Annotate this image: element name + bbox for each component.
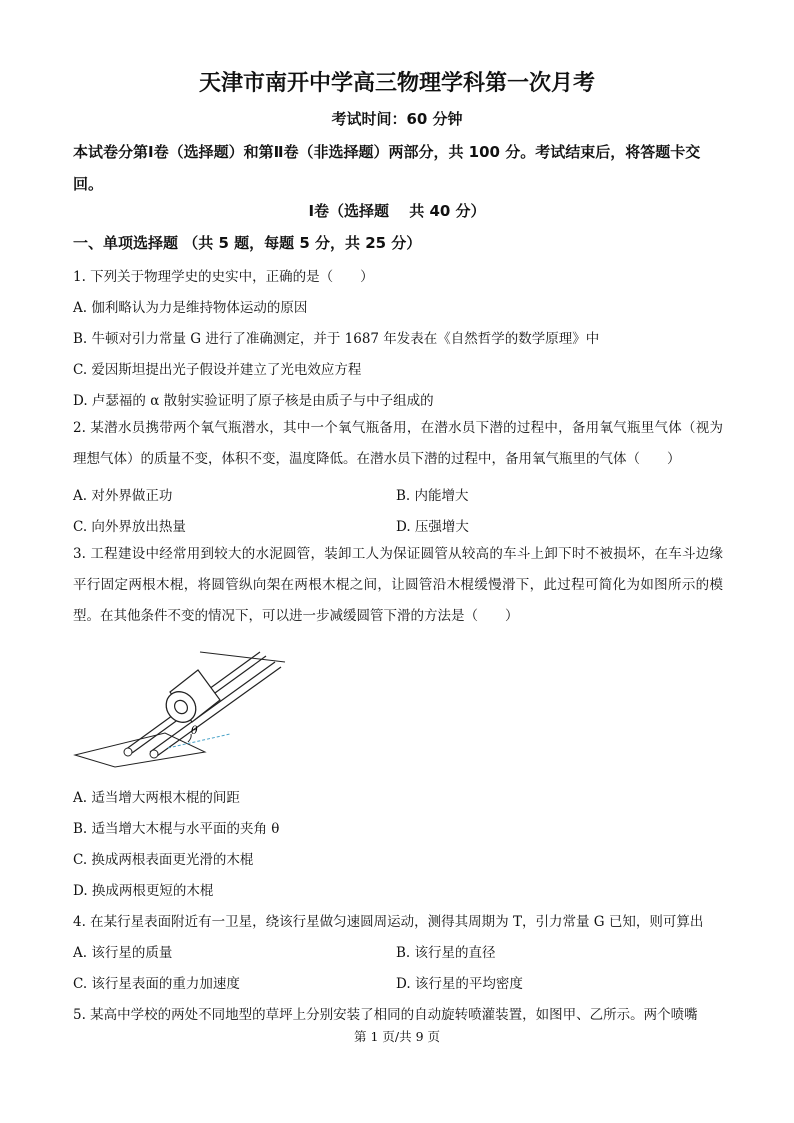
q3-stem: 3. 工程建设中经常用到较大的水泥圆管，装卸工人为保证圆管从较高的车斗上卸下时不被损坏，在车斗边缘平行固定两根木棍，将圆管纵向架在两根木棍之间，让圆管沿木棍缓慢滑下，此过程可简化为如图所示的模型。在其他条件不变的情况下，可以进一步减缓圆管下滑的方法是（ ） [73, 546, 723, 624]
q2-option-d: D. 压强增大 [396, 519, 469, 535]
exam-instructions: 本试卷分第Ⅰ卷（选择题）和第Ⅱ卷（非选择题）两部分，共 100 分。考试结束后，将答题卡交回。 [73, 143, 701, 193]
q1-option-b: B. 牛顿对引力常量 G 进行了准确测定，并于 1687 年发表在《自然哲学的数学原理》中 [73, 331, 600, 347]
q4-option-b: B. 该行星的直径 [396, 945, 496, 961]
q2-stem: 2. 某潜水员携带两个氧气瓶潜水，其中一个氧气瓶备用，在潜水员下潜的过程中，备用氧气瓶里气体（视为理想气体）的质量不变，体积不变，温度降低。在潜水员下潜的过程中，备用氧气瓶里的气体（ ） [73, 420, 723, 467]
q3-option-d: D. 换成两根更短的木棍 [73, 883, 214, 899]
q1-option-a: A. 伽利略认为力是维持物体运动的原因 [73, 300, 308, 316]
q1-stem: 1. 下列关于物理学史的史实中，正确的是（ ） [73, 269, 374, 285]
ground-plate [75, 733, 205, 767]
angle-label: θ [191, 724, 198, 737]
support-line [200, 652, 285, 662]
q2-option-a: A. 对外界做正功 [73, 488, 173, 504]
q4-option-c: C. 该行星表面的重力加速度 [73, 976, 240, 992]
front-rod-end [150, 750, 158, 758]
q1-option-c: C. 爱因斯坦提出光子假设并建立了光电效应方程 [73, 362, 362, 378]
q4-option-a: A. 该行星的质量 [73, 945, 173, 961]
q3-option-a: A. 适当增大两根木棍的间距 [73, 790, 240, 806]
q2-option-b: B. 内能增大 [396, 488, 469, 504]
back-rod-end [124, 748, 132, 756]
section-heading: 一、单项选择题 （共 5 题，每题 5 分，共 25 分） [73, 234, 422, 252]
page-number: 第 1 页/共 9 页 [353, 1029, 440, 1044]
q4-stem: 4. 在某行星表面附近有一卫星，绕该行星做匀速圆周运动，测得其周期为 T，引力常量 G 已知，则可算出 [73, 914, 704, 930]
pipe-on-rods-figure [70, 640, 290, 770]
exam-duration: 考试时间：60 分钟 [331, 110, 463, 128]
q4-option-d: D. 该行星的平均密度 [396, 976, 523, 992]
q3-option-c: C. 换成两根表面更光滑的木棍 [73, 852, 254, 868]
exam-title: 天津市南开中学高三物理学科第一次月考 [198, 71, 595, 96]
volume-heading: Ⅰ卷（选择题 共 40 分） [308, 202, 486, 220]
q1-option-d: D. 卢瑟福的 α 散射实验证明了原子核是由质子与中子组成的 [73, 393, 434, 409]
q3-option-b: B. 适当增大木棍与水平面的夹角 θ [73, 821, 280, 837]
q5-stem: 5. 某高中学校的两处不同地型的草坪上分别安装了相同的自动旋转喷灌装置，如图甲、乙所示。两个喷嘴 [73, 1007, 698, 1023]
q2-option-c: C. 向外界放出热量 [73, 519, 186, 535]
